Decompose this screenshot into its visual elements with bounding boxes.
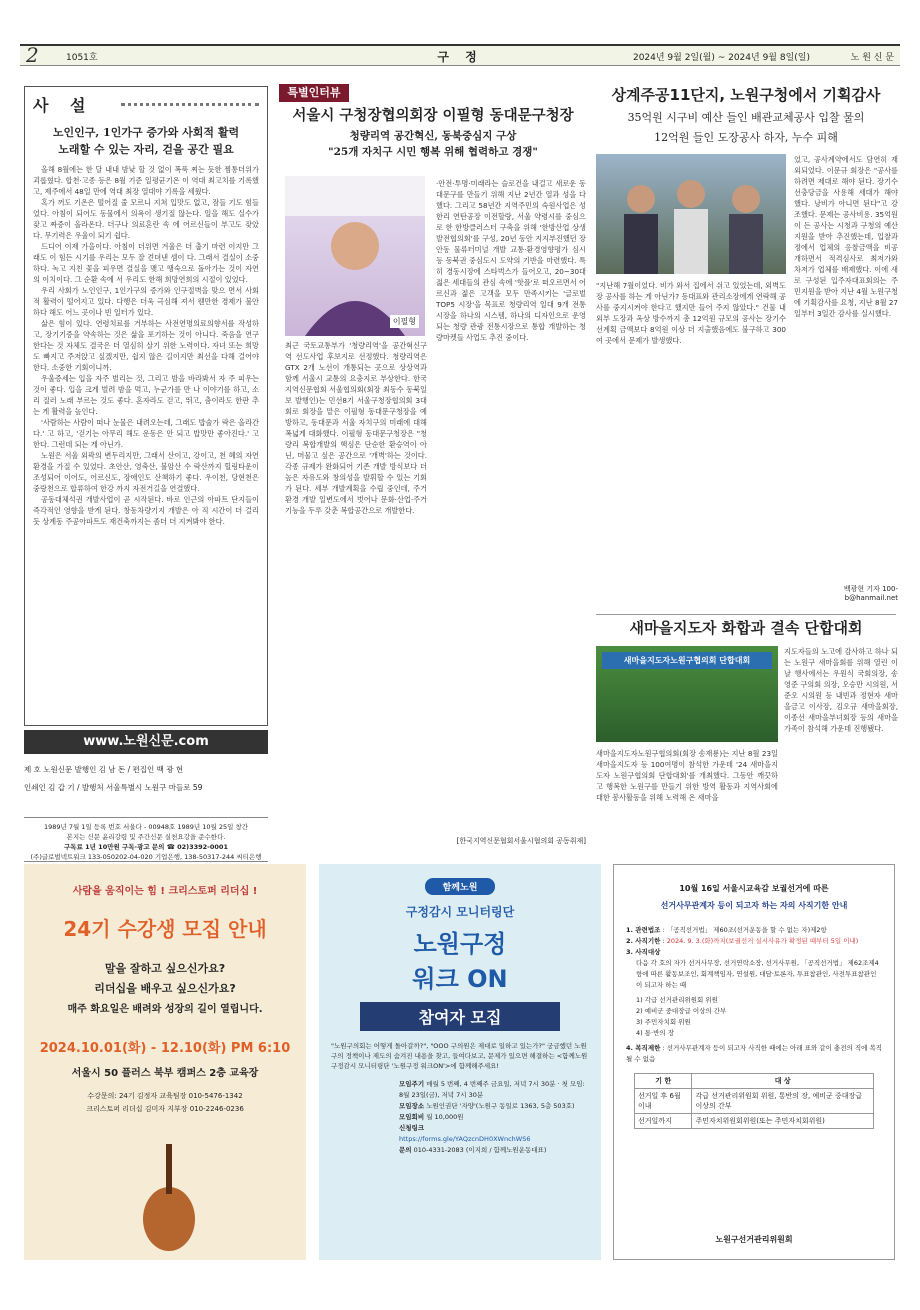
- notice-items: 1. 관련법조 : 「공직선거법」 제60조(선거운동을 할 수 없는 자)제2항 2. 사직기한 : 2024. 9. 3.(화)까지(보궐선거 실시사유가 확정된 때부터 5일 이내) 3. 사직대상 다음 각 호의 자가 선거사무장, 선거연락소장, 선거사무원, 「공직선거법」 제62조제4항에 따른 활동보조인, 회계책임자, 연설원, 대담·토론자, 투표참관인, 사전투표참관인이 되고자 하는 때 1) 각급 선거관리위원회 위원 2) 예비군 중대장급 이상의 간부 3) 주민자치회 위원 4) 통·반의 장 4. 복직제한 : 선거사무관계자 등이 되고자 사직한 때에는 아래 표와 같이 충전의 직에 복직될 수 없음: [626, 926, 883, 1063]
- paragraph: 우리 사회가 노인인구, 1인가구의 증가와 인구절벽을 맞으 면서 사회적 활력이 떨어지고 있다. 다행은 더욱 극심해 져서 웬만한 경제가 불안하다 해도 어느 곳이나 빈 일터가 있다.: [33, 286, 259, 317]
- table-row: [635, 1089, 874, 1114]
- notice-footer: 노원구선거관리위원회: [715, 1235, 793, 1244]
- sub-item: 1) 각급 선거관리위원회 위원: [636, 996, 718, 1004]
- item-text: 「공직선거법」 제60조(선거운동을 할 수 없는 자)제2항: [666, 926, 827, 934]
- reinstatement-table: [634, 1073, 874, 1129]
- editorial-headline-2: 노래할 수 있는 자리, 걷을 공간 필요: [58, 143, 234, 156]
- ad-subtitle: 구정감시 모니터링단: [405, 905, 515, 919]
- place: 노원인권단 '자양'(노원구 동일로 1363, 5층 503호): [426, 1102, 575, 1110]
- audit-col-2: 었고, 공사계약에서도 담연히 재외되었다. 이문규 회장은 "공사를 하려면 제대로 해야 된다. 장기수선충당금을 사용해 세대가 해야 했다. 낭비가 아니면 된다"고 강조했다. 문제는 공사비용. 35억원이 든 공사는 시청과 구청의 예산지원을 받아 추진했는데, 입찰과정에서 업체의 응찰금액을 비공개하면서 적격심사로 최저가와 차저가 업체를 배제했다. 이에 새로 구성된 입주자대표회의는 주민지원을 받아 지난 4월 노원구청에 기획감사를 요청, 지난 8월 27일부터 3일간 감사를 실시했다.: [794, 155, 898, 318]
- audit-subtitle-2: 12억원 들인 도장공사 하자, 누수 피해: [654, 131, 838, 144]
- contact: 010-4331-2083 (이지희 / 함께노원운동대표): [413, 1146, 547, 1154]
- audit-subtitle: [596, 108, 896, 148]
- website-link[interactable]: www.노원신문.com: [24, 730, 268, 754]
- ad-badge: 함께노원: [425, 878, 495, 895]
- photo-caption: 이필형: [390, 315, 419, 328]
- masthead-line: 제 호 노원신문 발행인 김 남 돈 / 편집인 백 광 현: [24, 765, 184, 774]
- violin-icon: [124, 1144, 214, 1254]
- notice-title-2: 선거사무관계자 등이 되고자 하는 자의 사직기한 안내: [660, 901, 848, 910]
- table-header: 기 한: [635, 1074, 692, 1089]
- editorial-headline-1: 노인인구, 1인가구 증가와 사회적 활력: [52, 126, 240, 139]
- section-name: 구 정: [437, 50, 483, 64]
- masthead: [24, 756, 268, 818]
- schedule-label: 모임주기: [399, 1080, 425, 1088]
- portrait-icon: [285, 176, 425, 336]
- paragraph: 올해 8월에는 한 달 내내 밤낮 할 것 없이 폭푹 찌는 듯한 찜통더위가 괴롭혔다. 합천·고종 등은 8월 기준 일평균기온 이 역대 최고치를 기록했고, 제주에서 48일 만에 역대 최장 열대야 기록을 세웠다.: [33, 165, 259, 196]
- paragraph: 드디어 이제 가을이다. 아침이 더위면 겨울은 더 춥기 마련 이지만 그래도 이 힘든 시기를 우리는 모두 잘 견뎌낸 셈이 다. 그래서 결실이 소중하다. 녹고 지친 꽃을 피우면 결실을 맺고 땡숙으로 돌아가는 것이 자연의 이치이다. 그 순환 속에 서 우리도 한해 희망연희의 시절이 있었다.: [33, 242, 259, 284]
- registration: 1989년 7월 1일 등록 번호 서울다 - 00948호 1989년 10월 25일 창간: [43, 823, 249, 831]
- paragraph: 공동대체석권 개발사업이 곧 시작된다. 바로 인근의 아파트 단지들이 즉각적인 영향을 받게 된다. 창동차량기지 개발은 아 직 시간이 더 걸리듯 상계동 주공아파트도 재건축까지는 좀더 더 지켜봐야 한다.: [33, 495, 259, 526]
- election-notice: [613, 864, 895, 1260]
- audit-subtitle-1: 35억원 시구비 예산 들인 배관교체공사 입찰 물의: [627, 111, 865, 124]
- ad-title-3: 참여자 모집: [360, 1002, 560, 1031]
- ad-title-1: 노원구정: [413, 930, 507, 958]
- ad-title: 24기 수강생 모집 안내: [63, 917, 267, 941]
- ad-intro: "노원구의회는 어떻게 돌아갈까?", "OOO 구의원은 제대로 일하고 있는가?" 궁금했던 노원구의 정책이나 제도의 숨겨진 내용을 찾고, 들여다보고, 문제가 있으면 해결하는 <함께노원 구정감시 모니터링단 '노원구정 워크ON'>에 함께해주세요!: [331, 1042, 588, 1070]
- ethics-note: 본지는 신문 윤리강령 및 주간신문 실천요강을 준수한다.: [66, 833, 226, 841]
- saemaul-title: 새마을지도자 화합과 결속 단합대회: [596, 614, 896, 639]
- ad-top-line: 사람을 움직이는 힘 ! 크리스토퍼 리더십 !: [72, 886, 258, 897]
- people-photo-icon: [596, 154, 786, 274]
- monitoring-ad: [319, 864, 601, 1260]
- table-header: 대 상: [692, 1074, 874, 1089]
- page-number: 2: [26, 43, 39, 67]
- paragraph: 우울증세는 입을 자주 벌리는 것, 그리고 밤을 바라봐서 자 주 피우는 것이 좋다. 입을 크게 벌려 밤을 먹고, 누군가를 만 나 이야기를 하고, 소리 질러 노래 부르는 것도 좋다. 혼자라도 걷고, 뛰고, 춤이라도 한판 추는 게 활력을 높인다.: [33, 374, 259, 416]
- interview-col-1: 최근 국토교통부가 '청량리역'을 공간혁신구역 선도사업 후보지로 선정했다. 청량리역은 GTX 2개 노선이 개통되는 곳으로 상상역과 함께 서울시 교통의 요충지로 부상한다. 한국지역신문협회 서울협의회(회장 최동수 동북일보 발행인)는 민선8기 서울구청장협의회 3대회로 회장을 맡은 이필형 동대문구청장을 예방하고, 동대문과 서울 자치구의 미래에 대해 폭넓게 대화했다. 이필형 동대문구청장은 "청량리 복합개발의 핵심은 단순한 환승역이 아닌, 머물고 싶은 공간으로 '개벽'하는 것이다. 각종 규제가 완화되어 기존 개발 방식보다 더 높은 자유도와 창의성을 발휘할 수 있는 기회가 된다. 세부 개발계획을 수립 중인데, 주거 환경 개발 일변도에서 벗어나 문화·산업·주거 기능을 두루 갖춘 복합공간으로 개발한다.: [285, 341, 427, 515]
- table-cell: 각급 선거관리위원회 위원, 통반의 장, 예비군 중대장급 이상의 간부: [692, 1089, 874, 1114]
- item-text: 다음 각 호의 자가 선거사무장, 선거연락소장, 선거사무원, 「공직선거법」 제62조제4항에 따른 활동보조인, 회계책임자, 연설원, 대담·토론자, 투표참관인, 사전투표참관인이 되고자 하는 때: [636, 959, 879, 989]
- table-cell: 선거일 후 6월 이내: [635, 1089, 692, 1114]
- saemaul-banner: 새마을지도자노원구협의회 단합대회: [602, 652, 772, 669]
- paragraph: 노원은 서울 외곽의 변두리지만, 그래서 산이고, 강이고, 천 혜의 자연환경을 가질 수 있었다. 초안산, 영축산, 불암산 수 락산까지 힐링타운이 조성되어 이어도, 어르신도, 장애인도 산책하기 좋다. 우이천, 당현천은 중랑천으로 합류하여 한강 까지 자전거길을 연결했다.: [33, 451, 259, 493]
- interview-subtitle-1: 청량리역 공간혁신, 동북중심지 구상: [349, 130, 517, 142]
- saemaul-body: 새마을지도자노원구협의회(회장 송재룡)는 지난 8월 23일 새마을지도자 등 100여명이 참석한 가운데 '24 새마을지도자 노원구협의회 단합대회'를 개최했다. 그동안 깨끗하고 행복한 노원구를 만들기 위한 방역 활동과 지역사회에 대한 봉사활동을 위해 노력해 온 새마을: [596, 749, 778, 802]
- subscription: 구독료 1년 10만원 구독·광고 문의 ☎ 02)3392-0001: [64, 843, 228, 851]
- editorial-divider: [121, 103, 259, 106]
- ad-venue: 서울시 50 플러스 북부 캠퍼스 2층 교육장: [71, 1068, 259, 1079]
- notice-title-1: 10월 16일 서울시교육감 보궐선거에 따른: [679, 884, 829, 893]
- ad-title-2: 워크 ON: [412, 965, 508, 993]
- item-label: 1. 관련법조: [626, 926, 661, 934]
- page-header: [20, 44, 900, 66]
- schedule: 매월 5 번째, 4 번째주 금요일, 저녁 7시 30분 · 첫 모임: 8월 23일(금), 저녁 7시 30분: [399, 1080, 585, 1099]
- ad-details: [399, 1079, 589, 1156]
- interview-subtitle: [279, 128, 587, 160]
- editorial-label: 사 설: [33, 96, 94, 115]
- table-row: [635, 1114, 874, 1129]
- masthead-registration: [24, 822, 268, 862]
- interview-credit: [한국지역신문협회서울시협의회 공동취재]: [456, 837, 586, 845]
- bank-account: (주)글로벌넥트워크 133-050202-04-020 기업은행, 138-50317-244 씨티은행: [30, 853, 262, 861]
- ad-contact-1: 수강문의: 24기 김정자 교육팀장 010-5476-1342: [87, 1092, 243, 1100]
- interview-title: 서울시 구청장협의회장 이필형 동대문구청장: [292, 108, 574, 124]
- mayor-photo: [285, 176, 425, 336]
- fee: 월 10,000원: [426, 1113, 464, 1121]
- link-label: 신청링크: [399, 1124, 425, 1132]
- ad-question-2: 리더십을 배우고 싶으신가요?: [94, 982, 236, 995]
- editorial-body: [33, 164, 259, 724]
- contact-label: 문의: [399, 1146, 412, 1154]
- item-label: 4. 복직제한: [626, 1044, 661, 1052]
- audit-byline: 백광현 기자 100-b@hanmail.net: [843, 585, 898, 602]
- interview-col-2: ·안전·투명·미래라는 슬로건을 내걸고 새로운 동대문구를 만들기 위해 지난 2년간 열과 성을 다했다. 그리고 58년간 지역주민의 숙원사업은 성한리 연탄공장 이전할랑, 서울 약령시를 중심으로 한 한방클러스터 구축을 위해 '한방산업 상생발전협의회'를 구성, 20년 동안 지지부진했던 장안동 물류터미널 개발 교통·환경영향평가 심시 등 동북권 중심도시 도약의 기반을 마련했다. 특히 경동시장에 스타벅스가 들어오고, 20~30대 젊은 세대들의 관심 속에 '핫플'로 떠오르면서 어르신과 젊은 고객을 모두 만족시키는 '글로벌 TOP5 시장'을 목표로 청량리역 일대 9개 전통시장을 하나의 시스템, 하나의 디자인으로 운영되는 청량 관광 전통시장으로 통합 개발하는 청량마켓들 사업도 추진 중이다.: [436, 179, 586, 342]
- paragraph: 혹가 꺼도 기온은 떨어질 줄 모르니 지쳐 입맛도 없고, 잠들 기도 힘들었다. 아침이 되어도 동물에서 의욕이 생기질 않는다. 일을 해도 실수가 잦고 짜증이 올라온다. 더구나 의료혼란 속 에 어르신들이 부고도 잦았다. 무기력은 우울이 되기 쉽다.: [33, 198, 259, 240]
- special-interview-tag: 특별인터뷰: [279, 84, 349, 102]
- ad-question-1: 말을 잘하고 싶으신가요?: [104, 962, 226, 975]
- issue-number: 1051호: [66, 53, 98, 63]
- audit-photo: [596, 154, 786, 274]
- sub-item: 4) 통·반의 장: [636, 1029, 674, 1037]
- application-link[interactable]: https://forms.gle/YAQzcnDH0XWnchWS6: [399, 1135, 531, 1143]
- publisher-name: 노 원 신 문: [850, 53, 894, 63]
- saemaul-photo: [596, 646, 778, 742]
- table-cell: 선거일까지: [635, 1114, 692, 1129]
- saemaul-side: 지도자들의 노고에 감사하고 하나 되는 노원구 새마을회를 위해 열린 이날 행사에서는 우원식 국회의장, 송영준 구의회 의장, 오승만 시의원, 서준오 시의원 등 내빈과 정현자 새마을금고 이사장, 김오규 새마을회장, 이종선 새마을부녀회장 등의 새마을 가족이 참석해 가운데 진행됐다.: [784, 647, 898, 733]
- ad-question-3: 매주 화요일은 배려와 성장의 길이 열립니다.: [67, 1004, 263, 1015]
- sub-item: 3) 주민자치회 위원: [636, 1018, 691, 1026]
- editorial-box: [24, 86, 268, 726]
- paragraph: '사람하는 사람이 떠나 눈물은 내려오는데, 그래도 밥술가 락은 올라간다.' 고 하고, '걷기는 아무리 해도 운동은 안 되고 밥맛만 좋아진다.' 고 한다. 그런데 되는 게 아닌가.: [33, 418, 259, 449]
- item-label: 2. 사직기한: [626, 937, 661, 945]
- editorial-headline: [33, 124, 259, 158]
- issue-date: 2024년 9월 2일(월) ~ 2024년 9월 8일(일): [632, 53, 810, 63]
- audit-col-1: "지난해 7월이었다. 비가 와서 집에서 쉬고 있었는데, 외벽도장 공사를 하는 게 아닌가? 동대표와 관리소장에게 연락해 공사를 중지시켜야 한다고 했지만 들어 주지 않았다." 건물 내외부 도장과 옥상 방수까지 총 12억원 규모의 공사는 장기수선계획 금액보다 8억원 이상 더 지출했음에도 불구하고 300여 곳에서 문제가 발생했다.: [596, 281, 786, 345]
- item-text: 2024. 9. 3.(화)까지(보궐선거 실시사유가 확정된 때부터 5일 이내): [666, 937, 859, 945]
- fee-label: 모임회비: [399, 1113, 425, 1121]
- place-label: 모임장소: [399, 1102, 425, 1110]
- item-text: 선거사무관계자 등이 되고자 사직한 때에는 아래 표와 같이 충전의 직에 복직될 수 없음: [626, 1044, 883, 1063]
- audit-title: 상계주공11단지, 노원구청에서 기획감사: [611, 86, 881, 104]
- sub-item: 2) 예비군 중대장급 이상의 간부: [636, 1007, 727, 1015]
- item-label: 3. 사직대상: [626, 948, 661, 956]
- paragraph: 삶은 힘이 있다. 연령치료를 거부하는 사전연명의료의향서를 작성하고, 장기기증을 약속하는 것은 삶을 포기하는 것이 아니다. 죽음을 연구한다는 것 자체도 결국은 더 열심히 살기 위한 노력이다. 자녀 또는 희망도 빠지고 주저앉고 싶겠지만, 쉽지 않은 길이지만 최선을 다해 걸어야 한다. 소중한 기회이니까.: [33, 319, 259, 372]
- ad-contact-2: 크리스토퍼 리더십 김미자 지부장 010-2246-0236: [86, 1105, 244, 1113]
- masthead-line: 인쇄인 김 갑 기 / 발행처 서울특별시 노원구 마들로 59: [24, 783, 203, 792]
- ad-dates: 2024.10.01(화) - 12.10(화) PM 6:10: [39, 1041, 291, 1056]
- interview-subtitle-2: "25개 자치구 시민 행복 위해 협력하고 경쟁": [328, 146, 538, 158]
- leadership-ad: [24, 864, 306, 1260]
- table-cell: 주민자치위원회위원(또는 주민자치회위원): [692, 1114, 874, 1129]
